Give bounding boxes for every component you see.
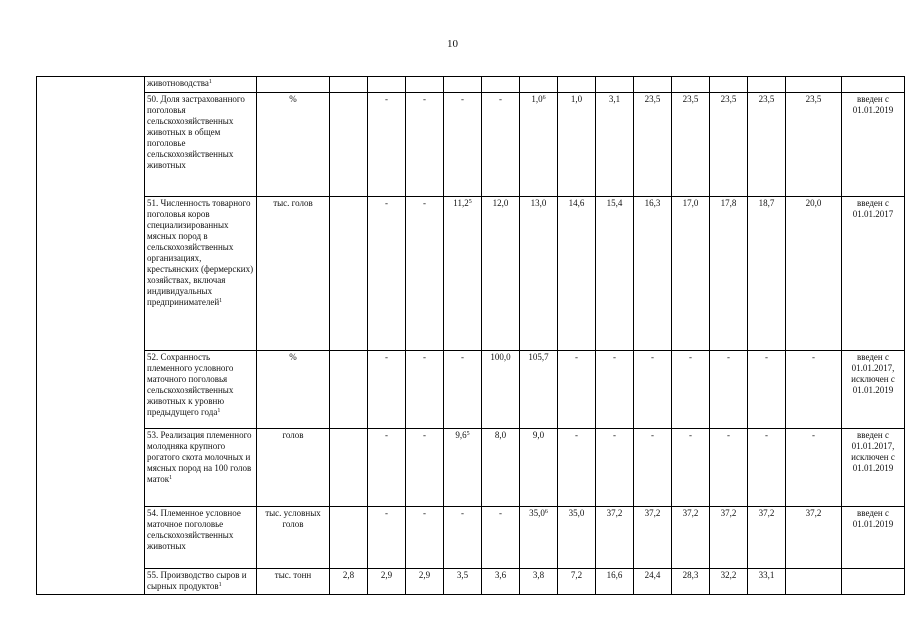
unit-cell: % bbox=[257, 93, 330, 197]
value-cell bbox=[710, 569, 748, 595]
table-row bbox=[37, 569, 905, 595]
value-cell bbox=[558, 507, 596, 569]
value-cell bbox=[444, 507, 482, 569]
value-cell bbox=[520, 77, 558, 93]
value-text: 23,5 bbox=[720, 94, 737, 104]
value-text: 8,0 bbox=[494, 430, 507, 440]
value-cell bbox=[406, 507, 444, 569]
value-text: 20,0 bbox=[805, 198, 822, 208]
value-text: 100,0 bbox=[490, 352, 511, 362]
value-text: 37,2 bbox=[644, 508, 661, 518]
value-text: 3,8 bbox=[532, 570, 545, 580]
value-cell bbox=[406, 429, 444, 507]
table-row bbox=[37, 93, 905, 197]
unit-cell: % bbox=[257, 351, 330, 429]
value-cell bbox=[368, 197, 406, 351]
value-text: 16,6 bbox=[606, 570, 623, 580]
indicator-footnote-mark: 1 bbox=[217, 408, 221, 414]
value-text: - bbox=[385, 94, 388, 104]
value-cell bbox=[634, 429, 672, 507]
value-cell bbox=[368, 429, 406, 507]
value-cell bbox=[368, 569, 406, 595]
value-text: 32,2 bbox=[720, 570, 737, 580]
table-row bbox=[37, 197, 905, 351]
value-text: - bbox=[499, 508, 502, 518]
value-cell bbox=[558, 197, 596, 351]
value-text: 18,7 bbox=[758, 198, 775, 208]
value-text: 23,5 bbox=[682, 94, 699, 104]
value-text: 37,2 bbox=[805, 508, 822, 518]
value-cell bbox=[482, 197, 520, 351]
value-cell bbox=[596, 429, 634, 507]
value-cell bbox=[444, 351, 482, 429]
indicator-name-cell bbox=[145, 77, 257, 93]
note-cell bbox=[842, 77, 905, 93]
value-cell bbox=[482, 569, 520, 595]
table-row bbox=[37, 507, 905, 569]
value-text: 3,6 bbox=[494, 570, 507, 580]
value-cell bbox=[710, 429, 748, 507]
indicator-name: 55. Производство сыров и сырных продуктов bbox=[147, 570, 247, 591]
value-cell bbox=[634, 351, 672, 429]
value-cell bbox=[406, 197, 444, 351]
value-cell bbox=[406, 93, 444, 197]
value-cell bbox=[710, 77, 748, 93]
unit-cell: голов bbox=[257, 429, 330, 507]
value-text: - bbox=[765, 430, 768, 440]
value-cell bbox=[748, 197, 786, 351]
value-cell bbox=[558, 93, 596, 197]
value-text: 33,1 bbox=[758, 570, 775, 580]
value-text: - bbox=[423, 352, 426, 362]
value-cell bbox=[710, 351, 748, 429]
value-text: - bbox=[613, 430, 616, 440]
value-cell bbox=[748, 77, 786, 93]
note-cell bbox=[842, 569, 905, 595]
table-row bbox=[37, 351, 905, 429]
value-cell bbox=[748, 429, 786, 507]
value-cell bbox=[634, 507, 672, 569]
value-cell bbox=[596, 351, 634, 429]
value-text: 23,5 bbox=[805, 94, 822, 104]
value-text: 3,1 bbox=[608, 94, 621, 104]
note-cell: введен с 01.01.2019 bbox=[842, 507, 905, 569]
value-cell bbox=[482, 93, 520, 197]
value-cell bbox=[786, 507, 842, 569]
value-cell bbox=[520, 429, 558, 507]
value-text: 2,9 bbox=[418, 570, 431, 580]
indicator-name: 54. Племенное условное маточное поголовье сельскохозяйственных животных bbox=[147, 508, 241, 551]
value-cell bbox=[444, 77, 482, 93]
value-text: 9,0 bbox=[532, 430, 545, 440]
value-text: - bbox=[651, 352, 654, 362]
value-cell bbox=[634, 77, 672, 93]
indicator-footnote-mark: 1 bbox=[218, 582, 222, 588]
unit-cell bbox=[257, 77, 330, 93]
indicator-name-cell bbox=[145, 93, 257, 197]
value-cell bbox=[634, 569, 672, 595]
value-cell bbox=[520, 351, 558, 429]
value-cell bbox=[482, 77, 520, 93]
value-text: - bbox=[423, 94, 426, 104]
value-cell bbox=[330, 507, 368, 569]
value-footnote-mark: 5 bbox=[468, 199, 472, 205]
value-cell bbox=[558, 77, 596, 93]
indicator-name: животноводства bbox=[147, 78, 209, 88]
value-cell bbox=[330, 93, 368, 197]
value-text: 105,7 bbox=[528, 352, 549, 362]
value-footnote-mark: 6 bbox=[544, 509, 548, 515]
value-text: - bbox=[461, 94, 464, 104]
value-cell bbox=[368, 77, 406, 93]
value-cell bbox=[330, 351, 368, 429]
value-cell bbox=[482, 507, 520, 569]
value-cell bbox=[520, 197, 558, 351]
value-text: 37,2 bbox=[606, 508, 623, 518]
value-cell bbox=[596, 93, 634, 197]
value-text: 28,3 bbox=[682, 570, 699, 580]
value-cell bbox=[558, 351, 596, 429]
value-text: 37,2 bbox=[720, 508, 737, 518]
value-text: - bbox=[423, 198, 426, 208]
indicator-name-cell bbox=[145, 569, 257, 595]
value-cell bbox=[672, 569, 710, 595]
value-text: 17,0 bbox=[682, 198, 699, 208]
indicator-name-cell bbox=[145, 351, 257, 429]
value-text: 15,4 bbox=[606, 198, 623, 208]
value-text: 13,0 bbox=[530, 198, 547, 208]
page-number: 10 bbox=[447, 38, 458, 50]
indicator-name: 50. Доля застрахованного поголовья сельскохозяйственных животных в общем поголовье сельскохозяйственных животных bbox=[147, 94, 245, 170]
value-text: - bbox=[575, 352, 578, 362]
value-text: 1,0 bbox=[570, 94, 583, 104]
value-cell bbox=[748, 569, 786, 595]
value-text: - bbox=[385, 508, 388, 518]
indicators-table bbox=[36, 76, 905, 595]
value-cell bbox=[786, 93, 842, 197]
value-text: - bbox=[765, 352, 768, 362]
value-cell bbox=[368, 507, 406, 569]
indicator-name: 51. Численность товарного поголовья коров специализированных мясных пород в сельскохозяйственных организациях, крестьянских (фермерских) хозяйствах, включая индивидуальных предпринимателей bbox=[147, 198, 254, 307]
value-text: 23,5 bbox=[644, 94, 661, 104]
value-cell bbox=[596, 569, 634, 595]
value-text: 2,9 bbox=[380, 570, 393, 580]
value-cell bbox=[710, 197, 748, 351]
value-text: - bbox=[727, 352, 730, 362]
value-text: 14,6 bbox=[568, 198, 585, 208]
value-cell bbox=[634, 197, 672, 351]
value-text: 37,2 bbox=[682, 508, 699, 518]
value-cell bbox=[444, 197, 482, 351]
note-cell: введен с 01.01.2017, исключен с 01.01.2019 bbox=[842, 429, 905, 507]
note-cell: введен с 01.01.2017 bbox=[842, 197, 905, 351]
value-cell bbox=[672, 197, 710, 351]
value-cell bbox=[672, 93, 710, 197]
value-text: - bbox=[423, 508, 426, 518]
value-text: 37,2 bbox=[758, 508, 775, 518]
value-cell bbox=[444, 569, 482, 595]
value-cell bbox=[368, 93, 406, 197]
value-text: - bbox=[575, 430, 578, 440]
indicator-name-cell bbox=[145, 507, 257, 569]
value-text: - bbox=[461, 508, 464, 518]
value-text: 1,0 bbox=[531, 94, 543, 104]
value-cell bbox=[330, 197, 368, 351]
table-body bbox=[37, 77, 905, 595]
unit-cell: тыс. условных голов bbox=[257, 507, 330, 569]
note-cell: введен с 01.01.2019 bbox=[842, 93, 905, 197]
value-cell bbox=[672, 351, 710, 429]
value-text: - bbox=[385, 198, 388, 208]
value-cell bbox=[368, 351, 406, 429]
value-text: - bbox=[613, 352, 616, 362]
value-text: - bbox=[689, 430, 692, 440]
indicator-name: 53. Реализация племенного молодняка крупного рогатого скота молочных и мясных пород на 100 голов маток bbox=[147, 430, 252, 484]
value-cell bbox=[748, 507, 786, 569]
value-cell bbox=[520, 507, 558, 569]
value-text: 2,8 bbox=[342, 570, 355, 580]
value-cell bbox=[634, 93, 672, 197]
value-cell bbox=[558, 569, 596, 595]
value-text: 35,0 bbox=[568, 508, 585, 518]
value-cell bbox=[330, 77, 368, 93]
value-cell bbox=[558, 429, 596, 507]
indicator-name-cell bbox=[145, 429, 257, 507]
value-cell bbox=[444, 93, 482, 197]
value-cell bbox=[482, 429, 520, 507]
value-cell bbox=[710, 93, 748, 197]
value-cell bbox=[596, 507, 634, 569]
value-text: - bbox=[499, 94, 502, 104]
value-text: 3,5 bbox=[456, 570, 469, 580]
value-cell bbox=[444, 429, 482, 507]
value-cell bbox=[482, 351, 520, 429]
value-cell bbox=[786, 77, 842, 93]
value-footnote-mark: 5 bbox=[466, 431, 470, 437]
value-text: - bbox=[651, 430, 654, 440]
value-text: 7,2 bbox=[570, 570, 583, 580]
value-text: - bbox=[727, 430, 730, 440]
value-text: 24,4 bbox=[644, 570, 661, 580]
note-cell: введен с 01.01.2017, исключен с 01.01.2019 bbox=[842, 351, 905, 429]
value-text: - bbox=[461, 352, 464, 362]
value-cell bbox=[596, 197, 634, 351]
value-cell bbox=[406, 351, 444, 429]
value-text: - bbox=[689, 352, 692, 362]
value-text: 9,6 bbox=[455, 430, 467, 440]
value-text: 16,3 bbox=[644, 198, 661, 208]
value-text: - bbox=[812, 430, 815, 440]
value-text: 17,8 bbox=[720, 198, 737, 208]
value-text: 23,5 bbox=[758, 94, 775, 104]
value-cell bbox=[672, 507, 710, 569]
value-text: - bbox=[385, 352, 388, 362]
value-cell bbox=[748, 93, 786, 197]
unit-cell: тыс. голов bbox=[257, 197, 330, 351]
value-text: 35,0 bbox=[529, 508, 545, 518]
value-cell bbox=[330, 429, 368, 507]
value-cell bbox=[786, 569, 842, 595]
indicator-name-cell bbox=[145, 197, 257, 351]
value-cell bbox=[672, 77, 710, 93]
section-blank-cell bbox=[37, 77, 145, 595]
value-text: 11,2 bbox=[453, 198, 469, 208]
indicator-footnote-mark: 1 bbox=[219, 298, 223, 304]
unit-cell: тыс. тонн bbox=[257, 569, 330, 595]
value-cell bbox=[520, 93, 558, 197]
indicator-footnote-mark: 1 bbox=[169, 475, 173, 481]
value-cell bbox=[748, 351, 786, 429]
value-cell bbox=[786, 351, 842, 429]
indicator-footnote-mark: 1 bbox=[208, 79, 212, 85]
value-cell bbox=[786, 197, 842, 351]
value-cell bbox=[710, 507, 748, 569]
table-row bbox=[37, 77, 905, 93]
indicator-name: 52. Сохранность племенного условного маточного поголовья сельскохозяйственных животных к уровню предыдущего года bbox=[147, 352, 234, 417]
value-cell bbox=[596, 77, 634, 93]
value-cell bbox=[672, 429, 710, 507]
value-text: 12,0 bbox=[492, 198, 509, 208]
value-cell bbox=[330, 569, 368, 595]
value-text: - bbox=[423, 430, 426, 440]
value-cell bbox=[406, 77, 444, 93]
value-cell bbox=[786, 429, 842, 507]
table-row bbox=[37, 429, 905, 507]
value-cell bbox=[406, 569, 444, 595]
value-text: - bbox=[385, 430, 388, 440]
value-cell bbox=[520, 569, 558, 595]
value-text: - bbox=[812, 352, 815, 362]
value-footnote-mark: 6 bbox=[542, 95, 546, 101]
